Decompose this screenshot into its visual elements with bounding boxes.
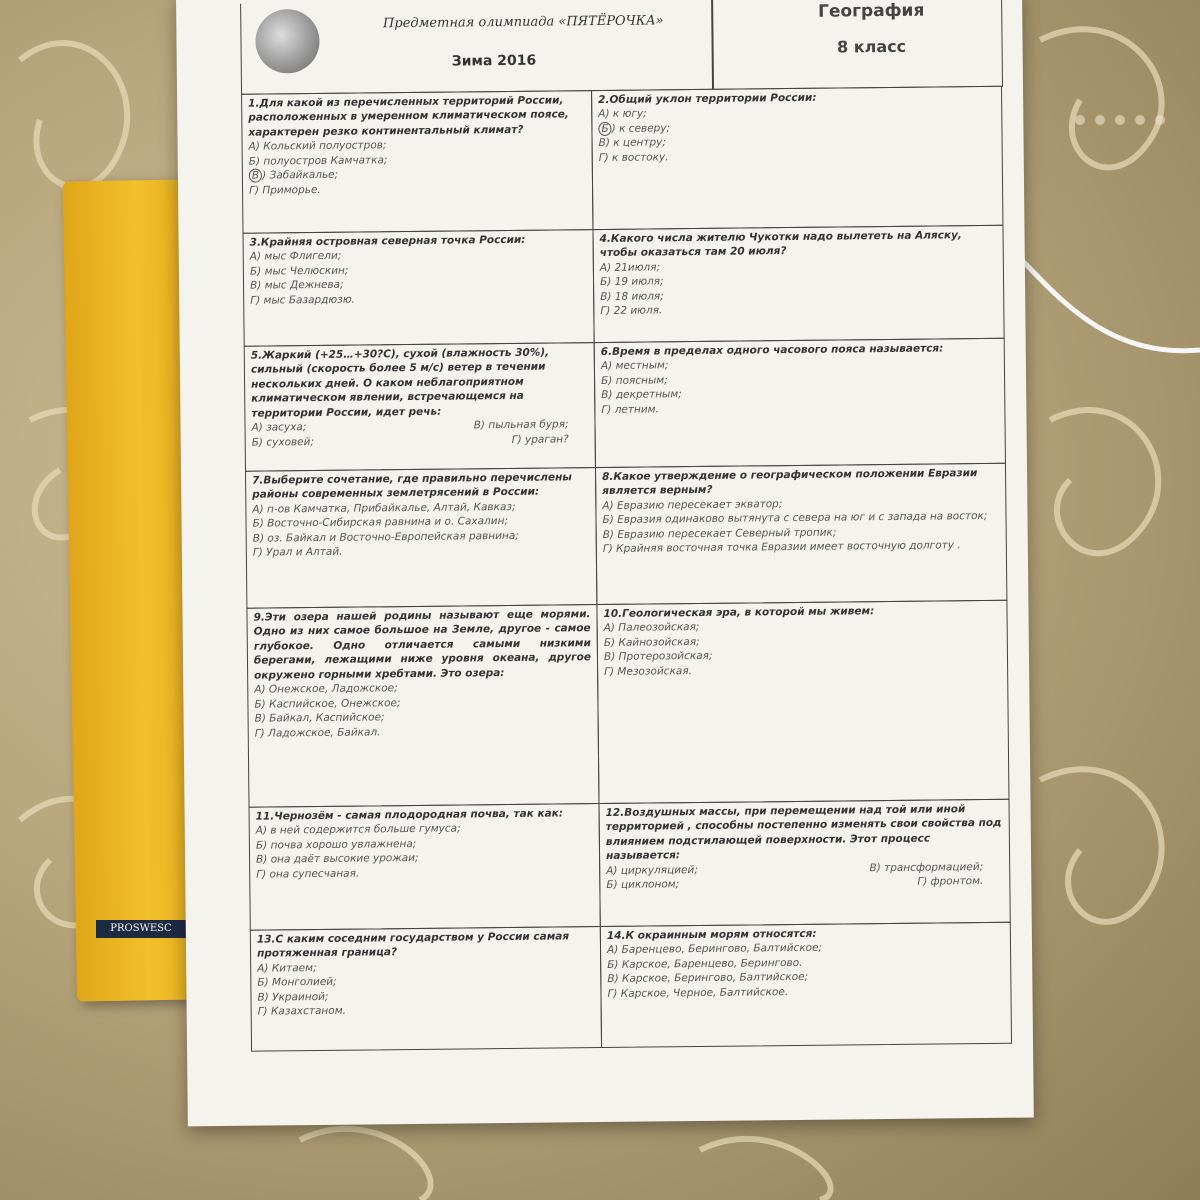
question-cell bbox=[596, 600, 1009, 804]
question-cell bbox=[246, 604, 599, 808]
sheet-header bbox=[240, 0, 1003, 95]
question-text: 5.Жаркий (+25…+30?С), сухой (влажность 30%), сильный (скорость более 5 м/с) ветер в течении нескольких дней. О каком неблагоприятном климатическом явлении, встречающемся на территории России, идет речь: bbox=[250, 346, 550, 420]
answer-option: В) пыльная буря; bbox=[473, 418, 569, 432]
globe-logo-icon bbox=[255, 9, 320, 74]
answer-option: А) к югу; bbox=[598, 107, 647, 121]
question-cell bbox=[592, 225, 1004, 343]
question-cell bbox=[598, 799, 1010, 927]
answer-option: ) Забайкалье; bbox=[262, 169, 339, 182]
circled-letter: Б bbox=[598, 122, 611, 136]
question-cell bbox=[249, 803, 601, 931]
question-cell bbox=[594, 338, 1006, 468]
answer-option: Б) Каспийское, Онежское; bbox=[254, 697, 401, 711]
answer-option: Г) летним. bbox=[601, 403, 659, 416]
answer-option: Б) Кайнозойская; bbox=[603, 635, 700, 649]
question-cell bbox=[250, 926, 602, 1052]
answer-option: Г) 22 июля. bbox=[600, 304, 663, 318]
subject-label: География bbox=[817, 0, 925, 22]
answer-option: Г) Урал и Алтай. bbox=[252, 546, 343, 560]
questions-grid bbox=[241, 86, 1011, 1051]
answer-option: Б) Монголией; bbox=[257, 976, 337, 990]
answer-option: Г) Казахстаном. bbox=[257, 1005, 347, 1019]
answer-option: Г) Карское, Черное, Балтийское. bbox=[607, 986, 789, 1000]
question-text: 12.Воздушных массы, при перемещении над той или иной территорией , способны постепенно изменять свои свойства под влиянием подстилающей поверхности. Этот процесс называется: bbox=[605, 803, 1002, 863]
question-text: 2.Общий уклон территории России: bbox=[598, 91, 817, 107]
answer-option: А) в ней содержится больше гумуса; bbox=[255, 822, 461, 838]
book-publisher-label: PROSWESC bbox=[96, 920, 186, 938]
answer-option: А) 21июля; bbox=[599, 261, 661, 274]
question-text: 14.К окраинным морям относятся: bbox=[606, 927, 817, 942]
question-text: 4.Какого числа жителю Чукотки надо вылететь на Аляску, чтобы оказаться там 20 июля? bbox=[599, 229, 962, 260]
question-text: 3.Крайняя островная северная точка России: bbox=[249, 233, 526, 249]
season-label: Зима 2016 bbox=[451, 52, 537, 70]
answer-option: А) мыс Флигели; bbox=[249, 250, 342, 264]
answer-option: Г) мыс Базардюзю. bbox=[250, 293, 356, 307]
question-cell bbox=[243, 229, 595, 347]
answer-option: В) декретным; bbox=[601, 388, 682, 402]
question-cell bbox=[600, 922, 1012, 1048]
circled-letter: В bbox=[249, 169, 262, 183]
answer-option: Б) Евразия одинаково вытянута с севера на юг и с запада на восток; bbox=[602, 510, 988, 527]
answer-option: Б) 19 июля; bbox=[599, 275, 664, 289]
answer-option: Б) Восточно-Сибирская равнина и о. Сахалин; bbox=[252, 515, 509, 531]
answer-option: А) Онежское, Ладожское; bbox=[254, 682, 398, 697]
answer-option-pair bbox=[606, 874, 1003, 893]
answer-option: Б) циклоном; bbox=[606, 878, 680, 892]
answer-option: А) Кольский полуостров; bbox=[248, 139, 387, 154]
grade-label: 8 класс bbox=[836, 36, 907, 57]
answer-option: А) Евразию пересекает экватор; bbox=[602, 498, 783, 512]
question-text: 1.Для какой из перечисленных территорий России, расположенных в умеренном климатическом поясе, характерен резко континентальный климат? bbox=[248, 94, 569, 139]
answer-option: А) Баренцево, Берингово, Балтийское; bbox=[606, 942, 823, 957]
answer-option: Г) Приморье. bbox=[248, 183, 321, 197]
answer-option: В) она даёт высокие урожаи; bbox=[256, 852, 419, 867]
answer-option: А) засуха; bbox=[251, 421, 307, 435]
answer-option: Г) Крайняя восточная точка Евразии имеет восточную долготу . bbox=[602, 539, 961, 556]
question-text: 7.Выберите сочетание, где правильно перечислены районы современных землетрясений в России: bbox=[252, 471, 572, 502]
question-text: 6.Время в пределах одного часового пояса называется: bbox=[600, 342, 944, 359]
olympiad-title: Предметная олимпиада «ПЯТЁРОЧКА» bbox=[382, 13, 664, 32]
question-cell bbox=[595, 463, 1007, 605]
question-cell bbox=[591, 86, 1003, 230]
answer-option: В) к центру; bbox=[598, 136, 666, 150]
answer-option: Г) к востоку. bbox=[598, 151, 669, 164]
answer-option-pair bbox=[252, 432, 589, 450]
question-text: 9.Эти озера нашей родины называют еще морями. Одно из них самое большое на Земле, другое - самое глубокое. Одно отличается самыми низкими берегами, лежащими ниже уровня океана, другое окружено горными хребтами. Это озера: bbox=[253, 608, 592, 682]
answer-option: В) Евразию пересекает Северный тропик; bbox=[602, 526, 837, 541]
answer-option: В) 18 июля; bbox=[600, 290, 664, 303]
white-cable bbox=[1000, 230, 1200, 370]
answer-option: В) Карское, Берингово, Балтийское; bbox=[607, 971, 809, 986]
question-cell bbox=[244, 342, 596, 472]
answer-option: В) мыс Дежнева; bbox=[249, 279, 344, 293]
answer-option: Б) суховей; bbox=[251, 435, 315, 449]
question-text: 13.С каким соседним государством у России самая протяженная граница? bbox=[256, 930, 570, 961]
answer-option: Г) Мезозойская. bbox=[604, 665, 693, 678]
answer-option: А) циркуляцией; bbox=[606, 863, 698, 877]
answer-option: В) Байкал, Каспийское; bbox=[254, 711, 385, 726]
answer-option: В) оз. Байкал и Восточно-Европейская равнина; bbox=[252, 529, 519, 545]
question-cell bbox=[241, 90, 593, 234]
answer-option: ) к северу; bbox=[611, 122, 671, 135]
question-text: 11.Чернозём - самая плодородная почва, так как: bbox=[255, 807, 564, 823]
answer-option: А) Китаем; bbox=[257, 961, 317, 975]
answer-option: Г) Ладожское, Байкал. bbox=[254, 726, 381, 740]
header-divider bbox=[711, 0, 713, 89]
answer-option: Б) полуостров Камчатка; bbox=[248, 154, 388, 168]
question-text: 10.Геологическая эра, в которой мы живем: bbox=[603, 605, 875, 620]
question-text: 8.Какое утверждение о географическом положении Евразии является верным? bbox=[602, 467, 978, 498]
olympiad-sheet bbox=[176, 0, 1034, 1126]
answer-option: В) Украиной; bbox=[257, 990, 329, 1004]
answer-option: Г) она супесчаная. bbox=[256, 867, 360, 881]
answer-option: В) трансформацией; bbox=[869, 860, 984, 875]
answer-option: В) Протерозойская; bbox=[603, 650, 713, 664]
answer-option: Б) поясным; bbox=[601, 374, 668, 387]
answer-option: Г) фронтом. bbox=[917, 875, 984, 889]
question-cell bbox=[245, 467, 597, 609]
answer-option: Б) Карское, Баренцево, Берингово. bbox=[607, 956, 803, 971]
answer-option: Б) мыс Челюскин; bbox=[249, 264, 349, 278]
answer-option: А) Палеозойская; bbox=[603, 621, 700, 635]
answer-option: А) п-ов Камчатка, Прибайкалье, Алтай, Кавказ; bbox=[252, 500, 516, 516]
answer-option: А) местным; bbox=[600, 359, 669, 373]
answer-option: Г) ураган? bbox=[511, 433, 569, 446]
answer-option: Б) почва хорошо увлажнена; bbox=[255, 837, 417, 852]
